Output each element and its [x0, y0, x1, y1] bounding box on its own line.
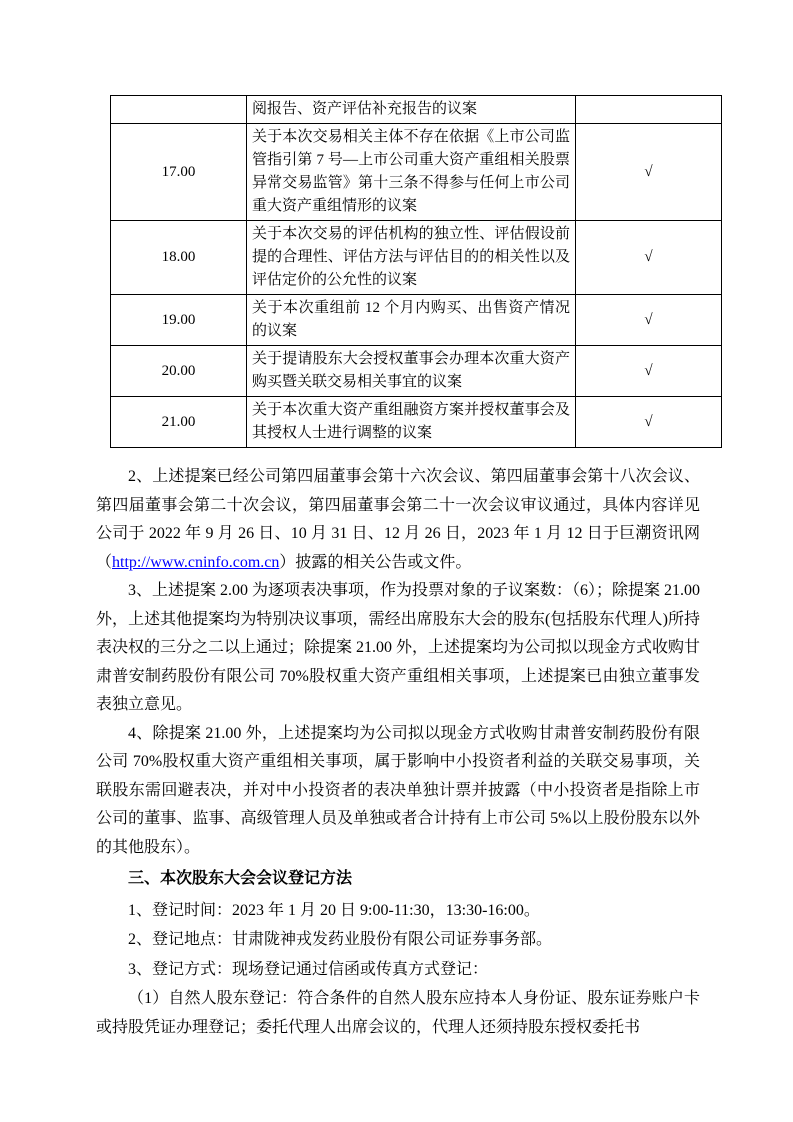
vote-check-cell: √ — [576, 397, 722, 448]
paragraph-board-approval-tail: ）披露的相关公告或文件。 — [279, 553, 472, 571]
proposal-number-cell — [111, 96, 247, 124]
proposal-desc-cell: 阅报告、资产评估补充报告的议案 — [247, 96, 576, 124]
proposal-number-cell: 20.00 — [111, 346, 247, 397]
proposal-number-cell: 17.00 — [111, 124, 247, 221]
paragraph-board-approval — [96, 463, 700, 577]
table-row — [111, 221, 722, 295]
table-row — [111, 346, 722, 397]
registration-time: 1、登记时间：2023 年 1 月 20 日 9:00-11:30，13:30-16:00。 — [128, 901, 540, 919]
vote-check-cell: √ — [576, 295, 722, 346]
vote-check-cell: √ — [576, 221, 722, 295]
proposal-desc-cell: 关于本次重大资产重组融资方案并授权董事会及其授权人士进行调整的议案 — [247, 397, 576, 448]
vote-check-cell — [576, 96, 722, 124]
vote-check-cell: √ — [576, 124, 722, 221]
registration-method: 3、登记方式：现场登记通过信函或传真方式登记： — [128, 960, 489, 978]
vote-check-cell: √ — [576, 346, 722, 397]
table-row — [111, 397, 722, 448]
cninfo-link[interactable]: http://www.cninfo.com.cn — [112, 553, 280, 571]
proposal-desc-cell: 关于本次交易的评估机构的独立性、评估假设前提的合理性、评估方法与评估目的的相关性以及评估定价的公允性的议案 — [247, 221, 576, 295]
registration-place: 2、登记地点：甘肃陇神戎发药业股份有限公司证券事务部。 — [128, 931, 553, 948]
proposal-desc-cell: 关于本次重组前 12 个月内购买、出售资产情况的议案 — [247, 295, 576, 346]
paragraph-related-transaction: 4、除提案 21.00 外，上述提案均为公司拟以现金方式收购甘肃普安制药股份有限公司 70%股权重大资产重组相关事项，属于影响中小投资者利益的关联交易事项，关联股东需回避表决，并对中小投资者的表决单独计票并披露（中小投资者是指除上市公司的董事、监事、高级管理人员及单独或者合计持有上市公司 5%以上股份股东以外的其他股东）。 — [96, 724, 700, 856]
proposal-number-cell: 18.00 — [111, 221, 247, 295]
proposal-table — [110, 95, 722, 448]
proposal-desc-cell: 关于本次交易相关主体不存在依据《上市公司监管指引第 7 号—上市公司重大资产重组相关股票异常交易监管》第十三条不得参与任何上市公司重大资产重组情形的议案 — [247, 124, 576, 221]
registration-natural-person: （1）自然人股东登记：符合条件的自然人股东应持本人身份证、股东证券账户卡或持股凭证办理登记；委托代理人出席会议的，代理人还须持股东授权委托书 — [96, 990, 700, 1036]
table-row — [111, 96, 722, 124]
table-row — [111, 295, 722, 346]
table-row — [111, 124, 722, 221]
section-heading-registration: 三、本次股东大会会议登记方法 — [128, 870, 353, 887]
paragraph-board-approval-text: 2、上述提案已经公司第四届董事会第十六次会议、第四届董事会第十八次会议、第四届董事会第二十次会议，第四届董事会第二十一次会议审议通过，具体内容详见公司于 2022 年 9 月 26 日、10 月 31 日、12 月 26 日，2023 年 1 月 12 日于巨潮资讯网（ — [96, 468, 700, 571]
document-content — [96, 95, 700, 1042]
proposal-number-cell: 21.00 — [111, 397, 247, 448]
paragraph-voting-rules: 3、上述提案 2.00 为逐项表决事项，作为投票对象的子议案数：（6）；除提案 21.00 外，上述其他提案均为特别决议事项，需经出席股东大会的股东(包括股东代理人)所持表决权的三分之二以上通过；除提案 21.00 外，上述提案均为公司拟以现金方式收购甘肃普安制药股份有限公司 70%股权重大资产重组相关事项，上述提案已由独立董事发表独立意见。 — [96, 582, 701, 713]
proposal-number-cell: 19.00 — [111, 295, 247, 346]
proposal-desc-cell: 关于提请股东大会授权董事会办理本次重大资产购买暨关联交易相关事宜的议案 — [247, 346, 576, 397]
